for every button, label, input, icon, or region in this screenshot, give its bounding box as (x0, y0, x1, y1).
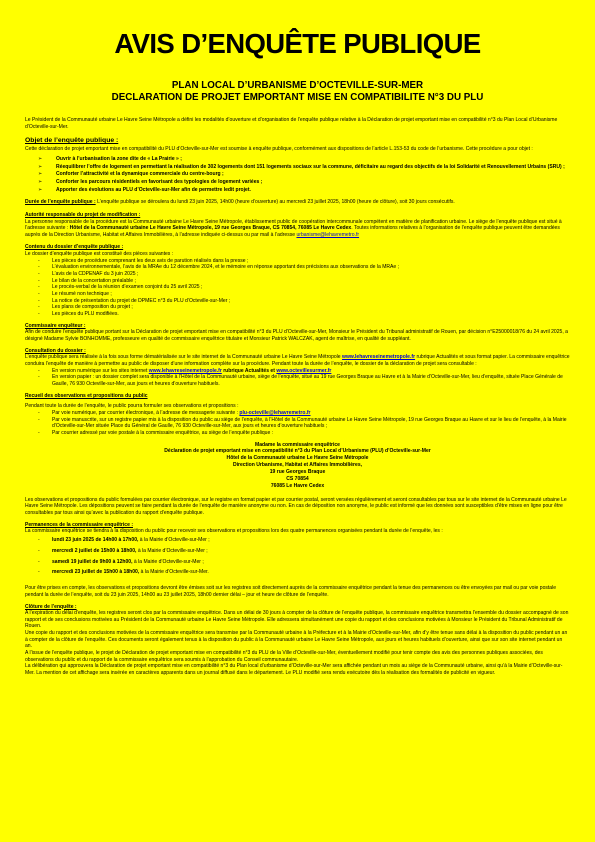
cloture-paragraph: Une copie du rapport et des conclusions motivées de la commissaire enquêtrice sera transmise par la Communauté urbaine à la Préfecture et à la Mairie d’Octeville-sur-Mer, afin d’y être tenue sans délai à la disposition du public pendant un an à compter de la clôture de l’enquête. Ces documents seront également tenus à la disposition du public à la Communauté urbaine Le Havre Seine Métropole, aux jours et heures habituels d’ouverture, ainsi que sur son site internet pendant un an. (25, 630, 568, 650)
contenu-heading: Contenu du dossier d’enquête publique : (25, 244, 124, 251)
arrow-bullet-icon: ➢ (38, 155, 43, 162)
arrow-bullet-icon: ➢ (38, 171, 43, 178)
subtitle-line-2: DECLARATION DE PROJET EMPORTANT MISE EN COMPATIBILITE N°3 DU PLU (111, 91, 484, 103)
autorite-heading: Autorité responsable du projet de modification : (25, 211, 141, 218)
consultation-list (25, 368, 570, 388)
dash-bullet: - (38, 304, 40, 311)
octeville-site-link[interactable]: www.octevillesurmer.fr (276, 367, 332, 374)
permanence-item: - lundi 23 juin 2025 de 14h00 à 17h00, à la Mairie d’Octeville-sur-Mer ; (38, 536, 210, 543)
recueil-item-courrier: - Par courrier adressé par voie postale à la commissaire enquêtrice, au siège de l’enquête publique : (38, 429, 274, 436)
dash-bullet: - (38, 264, 40, 271)
objet-item: ➢ Conforter l’attractivité et la dynamique commerciale du centre-bourg ; (38, 171, 224, 178)
consultation-item-papier: - En version papier : un dossier complet sera disponible à l’Hôtel de la Communauté urbaine, siège de l’enquête, situé au 19 rue Georges Braque au Havre et à la Mairie d’Octeville-sur-Mer, lieu d’enquête, située Place Générale de Gaulle, 76 930 Octeville-sur-Mer, aux jours et heures d’ouverture habituels. (38, 374, 563, 387)
permanences-text: La commissaire enquêtrice se tiendra à la disposition du public pour recevoir ses observations et propositions lors des quatre permanences organisées pendant la durée de l’enquête, les : (25, 528, 443, 535)
contenu-item: - Le résumé non technique ; (38, 291, 112, 298)
contenu-list (25, 258, 570, 318)
permanence-item: - samedi 19 juillet de 9h00 à 12h00, à la Mairie d’Octeville-sur-Mer ; (38, 558, 204, 565)
plu-octeville-email-link[interactable]: plu-octeville@lehavremetro.fr (239, 409, 311, 416)
contenu-item: - Le procès-verbal de la réunion d’examen conjoint du 25 avril 2025 ; (38, 284, 203, 291)
contenu-item: - L’avis de la CDPENAF du 3 juin 2025 ; (38, 271, 139, 278)
intro-paragraph: Le Président de la Communauté urbaine Le Havre Seine Métropole a défini les modalités d’ouverture et d’organisation de l’enquête publique relative à la Déclaration de projet emportant mise en compatibilité n°3 du Plan Local d’Urbanisme d’Octeville-sur-Mer. (25, 116, 558, 130)
urbanisme-email-link[interactable]: urbanisme@lehavremetro.fr (296, 231, 360, 238)
objet-item: ➢ Ouvrir à l’urbanisation la zone dite de « La Prairie » ; (38, 155, 182, 162)
objet-item: ➢ Conforter les parcours résidentiels en favorisant des typologies de logement variées ; (38, 178, 263, 185)
consultation-heading: Consultation du dossier : (25, 347, 86, 354)
dash-bullet: - (38, 291, 40, 298)
contenu-item: - Le bilan de la concertation préalable ; (38, 277, 136, 284)
arrow-bullet-icon: ➢ (38, 178, 43, 185)
contenu-text: Le dossier d’enquête publique est constitué des pièces suivantes : (25, 251, 174, 258)
permanences-after-text: Pour être prises en compte, les observations et propositions devront être émises soit sur les registres soit directement auprès de la commissaire enquêtrice pendant la tenue des permanences ou être envoyées par mail ou par voie postale pendant la durée de l’enquête, soit du 23 juin 2025, 14h00 au 23 juillet 2025, 18h00 dernier délai – jour et heure de clôture de l’enquête. (25, 585, 557, 598)
objet-text: Cette déclaration de projet emportant mise en compatibilité du PLU d’Octeville-sur-Mer est soumise à enquête publique, conformément aux dispositions de l’article L.153-53 du code de l’urbanisme. Cette procédure a pour objet : (25, 146, 533, 153)
recueil-item-manuscrite: - Par voie manuscrite, sur un registre papier mis à la disposition du public au siège de l’enquête, à l’Hôtel de la Communauté urbaine Le Havre Seine Métropole, 19 rue Georges Braque au Havre et sur le lieu de l’enquête, à la Mairie d’Octeville-sur-Mer située Place du Général de Gaulle, 76 930 Octeville-sur-Mer, aux jours et heures d’ouverture habituels ; (38, 416, 567, 430)
subtitle-line-1: PLAN LOCAL D’URBANISME D’OCTEVILLE-SUR-MER (171, 79, 424, 91)
consultation-item-numerique: - En version numérique sur les sites internet www.lehavreseinemetropole.fr rubrique Actualités et www.octevillesurmer.fr (38, 367, 332, 374)
arrow-bullet-icon: ➢ (38, 186, 43, 193)
recueil-heading: Recueil des observations et propositions du public (25, 392, 148, 399)
recueil-text: Pendant toute la durée de l’enquête, le public pourra formuler ses observations et propositions : (25, 403, 239, 410)
permanences-heading: Permanences de la commissaire enquêtrice : (25, 521, 133, 528)
dash-bullet: - (38, 257, 40, 264)
metropole-site-link[interactable]: www.lehavreseinemetropole.fr (148, 367, 222, 374)
dash-bullet: - (38, 311, 40, 318)
siege-address: Hôtel de la Communauté urbaine Le Havre Seine Métropole, 19 rue Georges Braque, CS 70854, 76085 Le Havre Cedex (69, 225, 352, 232)
contenu-item: - L’évaluation environnementale, l’avis de la MRAe du 12 décembre 2024, et le mémoire en réponse apportant des précisions aux observations de la MRAe ; (38, 264, 400, 271)
recueil-observations-text: Les observations et propositions du public formulées par courrier électronique, sur le registre en format papier et par courrier postal, seront versées régulièrement et seront consultables par tous sur le site internet de la Communauté urbaine Le Havre Seine Métropole. Les dépositions peuvent se faire pendant la durée de l’enquête de manière anonyme ou non. En cas de déposition non anonyme, le public est informé que les données sont susceptibles d’être mises en ligne pour être consultables par tous ainsi qu’avec la publication du rapport d’enquête publique. (25, 496, 567, 516)
duree-paragraph (25, 199, 570, 206)
duree-text: L’enquête publique se déroulera du lundi 23 juin 2025, 14h00 (heure d’ouverture) au mercredi 23 juillet 2025, 18h00 (heure de clôture), soit 30 jours consécutifs. (95, 199, 455, 206)
contenu-item: - Les plans de composition du projet ; (38, 304, 133, 311)
recueil-item-numerique: - Par voie numérique, par courrier électronique, à l’adresse de messagerie suivante : plu-octeville@lehavremetro.fr (38, 409, 311, 416)
notice-body (25, 117, 570, 677)
dash-bullet: - (38, 284, 40, 291)
page-title: AVIS D’ENQUÊTE PUBLIQUE (114, 28, 481, 59)
cloture-paragraph: La délibération qui approuvera la Déclaration de projet emportant mise en compatibilité n°3 du Plan local d’urbanisme d’Octeville-sur-Mer sera affichée pendant un mois au siège de la Communauté urbaine, ainsi qu’à la Mairie d’Octeville-sur-Mer. La mention de cet affichage sera insérée en caractères apparents dans un journal diffusé dans le département. Le PLU modifié sera rendu exécutoire dès la réalisation des formalités de publicité en vigueur. (25, 663, 563, 677)
objet-item: ➢ Réequilibrer l’offre de logement en permettant la réalisation de 302 logements dont 151 logements sociaux sur la commune, déficitaire au regard des objectifs de la loi Solidarité et Renouvellement Urbains (SRU) ; (38, 163, 565, 170)
arrow-bullet-icon: ➢ (38, 163, 43, 170)
permanence-item: - mercredi 23 juillet de 15h00 à 18h00, à la Mairie d’Octeville-sur-Mer. (38, 569, 209, 576)
page-subtitle (25, 80, 570, 104)
recueil-list (25, 410, 570, 437)
objet-heading: Objet de l’enquête publique : (25, 137, 119, 145)
contenu-item: - La notice de présentation du projet de DPMEC n°3 du PLU d’Octeville-sur-Mer ; (38, 297, 231, 304)
objet-item: ➢ Apporter des évolutions au PLU d’Octeville-sur-Mer afin de permettre ledit projet. (38, 186, 251, 193)
duree-heading: Durée de l’enquête publique : (25, 199, 96, 206)
dash-bullet: - (38, 297, 40, 304)
cloture-paragraph: A l’expiration du délai d’enquête, les registres seront clos par la commissaire enquêtrice. Dans un délai de 30 jours à compter de la clôture de l’enquête publique, la commissaire enquêtrice transmettra l’ensemble du dossier accompagné de son rapport et de ses conclusions motivées au Président de la Communauté urbaine Le Havre Seine Métropole. Elle adressera simultanément une copie du rapport et des conclusions motivées à Monsieur le Président du Tribunal Administratif de Rouen. (25, 610, 569, 630)
commissaire-text: Afin de conduire l’enquête publique portant sur la Déclaration de projet emportant mise en compatibilité n°3 du PLU d’Octeville-sur-Mer, Monsieur le Président du Tribunal administratif de Rouen, par décision n°E25000018/76 du 24 avril 2025, a désigné Madame Sylvie BONHOMME, professeure en qualité de commissaire enquêtrice titulaire et Monsieur Patrick WALCZAK, agent de maîtrise, en qualité de suppléant. (25, 329, 568, 342)
objet-list (25, 156, 570, 193)
permanence-item: - mercredi 2 juillet de 15h00 à 18h00, à la Mairie d’Octeville-sur-Mer ; (38, 547, 208, 554)
cloture-paragraph: A l’issue de l’enquête publique, le projet de Déclaration de projet emportant mise en compatibilité n°3 du PLU de la Ville d’Octeville-sur-Mer, éventuellement modifié pour tenir compte des avis des personnes publiques associées, des observations du public et du rapport de la commissaire enquêtrice sera soumis à l’approbation du Conseil communautaire. (25, 650, 543, 663)
dash-bullet: - (38, 277, 40, 284)
metropole-site-link[interactable]: www.lehavreseinemetropole.fr (342, 354, 416, 361)
contenu-item: - Les pièces du PLU modifiées. (38, 311, 119, 318)
autorite-paragraph: La personne responsable de la procédure est la Communauté urbaine Le Havre Seine Métropole, établissement public de coopération intercommunale compétent en matière de planification urbaine. Le siège de l’enquête publique est situé à l’adresse suivante : Hôtel de la Communauté urbaine Le Havre Seine Métropole, 19 rue Georges Braque, CS 70854, 76085 Le Havre Cedex. Toutes informations relatives à l’organisation de l’enquête publique peuvent être demandées auprès de la Direction Urbanisme, Habitat et Affaires Immobilières, à l’adresse indiquée ci-dessus ou par mail à l’adresse urbanisme@lehavremetro.fr (25, 218, 562, 238)
consultation-paragraph: L’enquête publique sera réalisée à la fois sous forme dématérialisée sur le site internet de la Communauté urbaine Le Havre Seine Métropole www.lehavreseinemetropole.fr rubrique Actualités et sous format papier. La commissaire enquêtrice conduira l’enquête de manière à permettre au public de disposer d’une information complète sur la procédure. Pendant toute la durée de l’enquête, le dossier de la déclaration de projet sera consultable : (25, 354, 570, 367)
permanences-list (25, 535, 570, 578)
cloture-heading: Clôture de l’enquête : (25, 603, 77, 610)
commissaire-heading: Commissaire enquêteur : (25, 322, 86, 329)
postal-address: Madame la commissaire enquêtrice Déclaration de projet emportant mise en compatibilité n°3 du Plan Local d’Urbanisme (PLU) d’Octeville-sur-Mer Hôtel de la Communauté urbaine Le Havre Seine Métropole Direction Urbanisme, Habitat et Affaires Immobilières, 19 rue Georges Braque CS 70854 76085 Le Havre Cedex (164, 441, 431, 489)
contenu-item: - Les pièces de procédure comprenant les deux avis de parution réalisés dans la presse ; (38, 257, 249, 264)
dash-bullet: - (38, 271, 40, 278)
